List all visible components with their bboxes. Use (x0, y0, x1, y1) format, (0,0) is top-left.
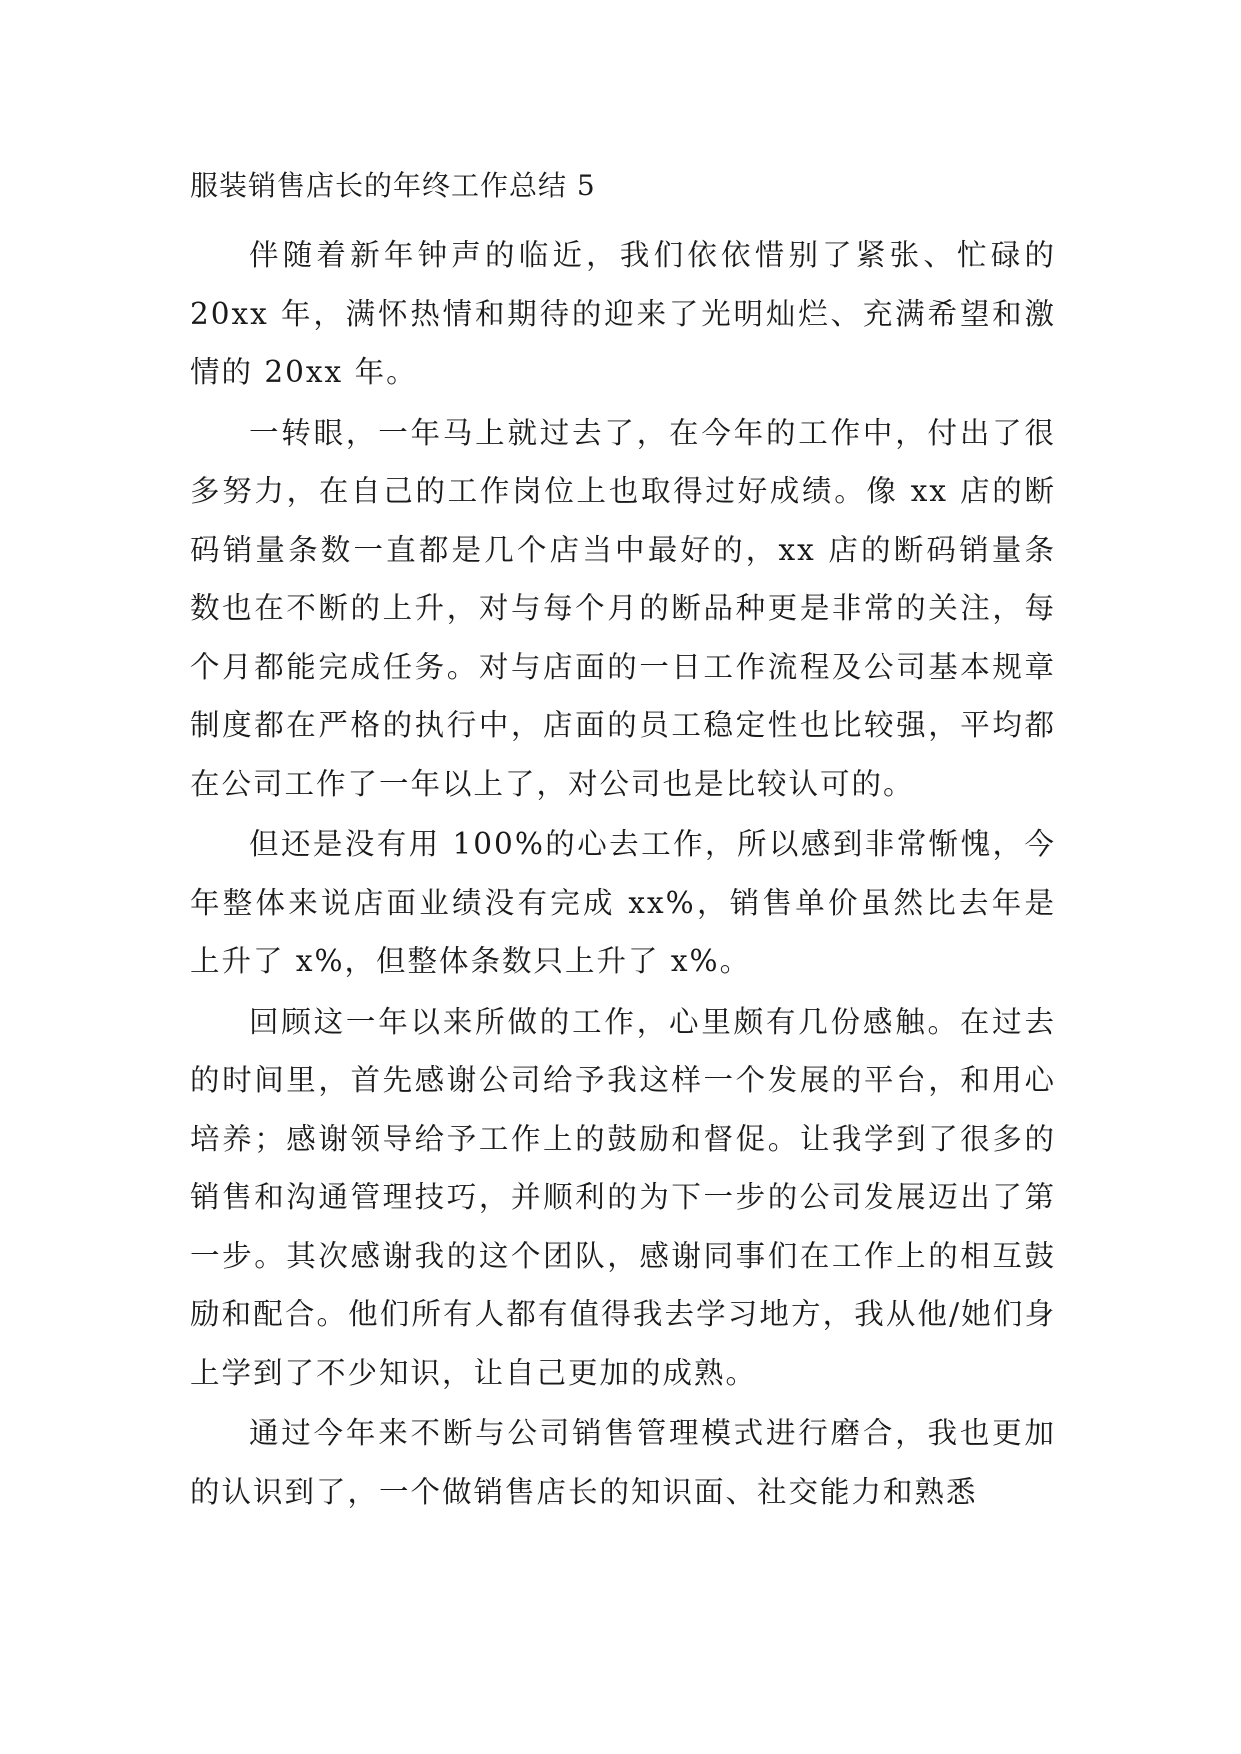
paragraph-2: 一转眼，一年马上就过去了，在今年的工作中，付出了很多努力，在自己的工作岗位上也取得过好成绩。像 xx 店的断码销量条数一直都是几个店当中最好的，xx 店的断码销量条数也在不断的上升，对与每个月的断品种更是非常的关注，每个月都能完成任务。对与店面的一日工作流程及公司基本规章制度都在严格的执行中，店面的员工稳定性也比较强，平均都在公司工作了一年以上了，对公司也是比较认可的。 (190, 415, 1056, 801)
paragraph-3: 但还是没有用 100%的心去工作，所以感到非常惭愧，今年整体来说店面业绩没有完成 xx%，销售单价虽然比去年是上升了 x%，但整体条数只上升了 x%。 (190, 827, 1056, 978)
paragraph-5: 通过今年来不断与公司销售管理模式进行磨合，我也更加的认识到了，一个做销售店长的知识面、社交能力和熟悉 (190, 1416, 1056, 1509)
document-title: 服装销售店长的年终工作总结 5 (190, 169, 596, 202)
paragraph-4: 回顾这一年以来所做的工作，心里颇有几份感触。在过去的时间里，首先感谢公司给予我这样一个发展的平台，和用心培养；感谢领导给予工作上的鼓励和督促。让我学到了很多的销售和沟通管理技巧，并顺利的为下一步的公司发展迈出了第一步。其次感谢我的这个团队，感谢同事们在工作上的相互鼓励和配合。他们所有人都有值得我去学习地方，我从他/她们身上学到了不少知识，让自己更加的成熟。 (190, 1004, 1056, 1390)
paragraph-1: 伴随着新年钟声的临近，我们依依惜别了紧张、忙碌的20xx 年，满怀热情和期待的迎来了光明灿烂、充满希望和激情的 20xx 年。 (190, 238, 1056, 389)
document-page (190, 168, 1056, 1523)
